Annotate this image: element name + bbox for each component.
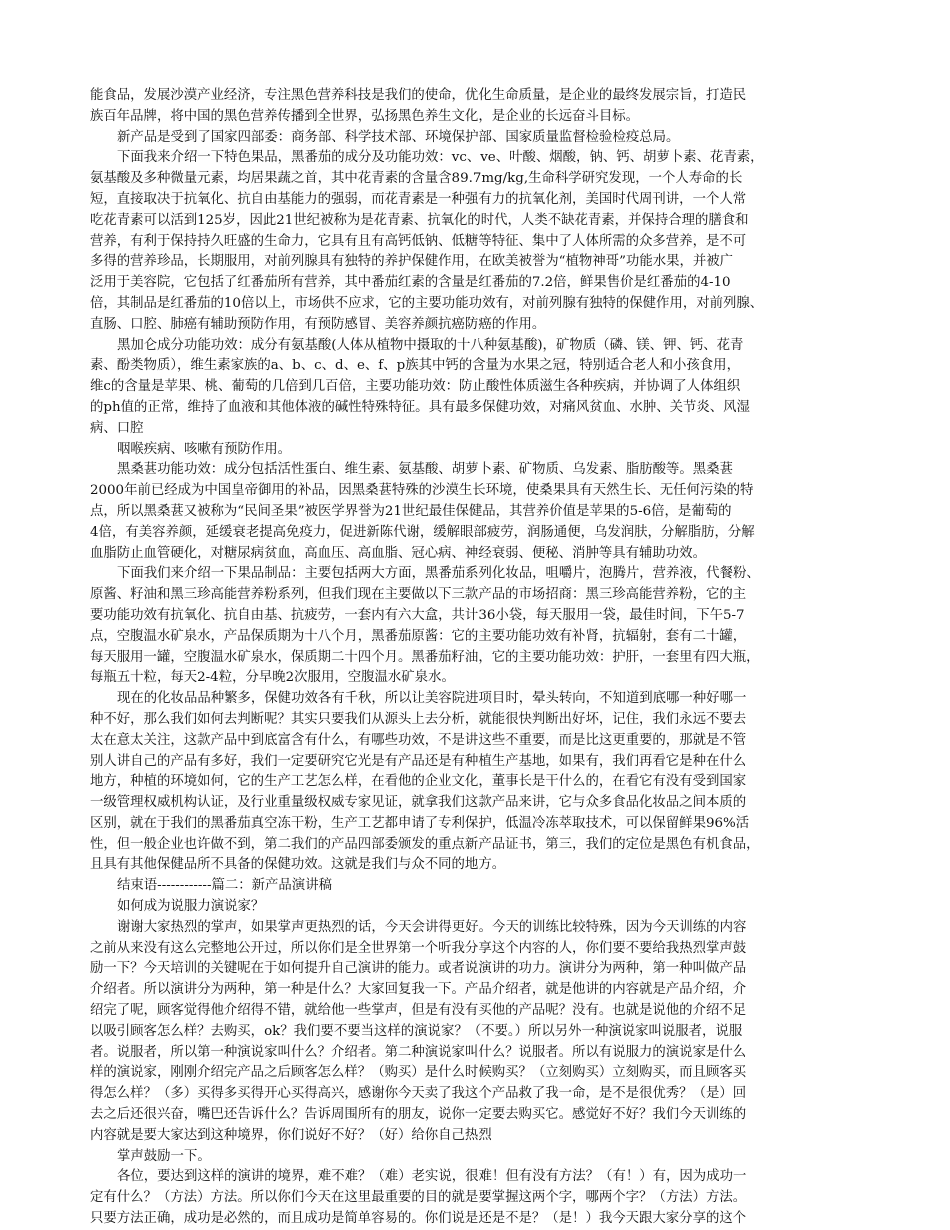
text-line: 每瓶五十粒，每天2-4粒，分早晚2次服用，空腹温水矿泉水。	[90, 670, 455, 686]
text-line: 性，但一般企业也许做不到，第二我们的产品四部委颁发的重点新产品证书，第三，我们的定位是黑色有机食品，	[90, 836, 760, 852]
text-line: 氨基酸及多种微量元素，均居果蔬之首，其中花青素的含量含89.7mg/kg,生命科学研究发现，一个人寿命的长	[90, 171, 743, 187]
text-line: 点，所以黑桑葚又被称为“民间圣果”被医学界誉为21世纪最佳保健品，其营养价值是苹果的5-6倍，是葡萄的	[90, 503, 732, 519]
text-line: 短，直接取决于抗氧化、抗自由基能力的强弱，而花青素是一种强有力的抗氧化剂，美国时代周刊讲，一个人常	[90, 191, 747, 207]
text-line: 结束语------------篇二：新产品演讲稿	[117, 878, 332, 894]
text-line: 定有什么？（方法）方法。所以你们今天在这里最重要的目的就是要掌握这两个字，哪两个字？（方法）方法。	[90, 1190, 747, 1206]
text-line: 能食品，发展沙漠产业经济，专注黑色营养科技是我们的使命，优化生命质量，是企业的最终发展宗旨，打造民	[90, 88, 747, 103]
text-line: 如何成为说服力演说家？	[117, 899, 265, 915]
text-line: 2000年前已经成为中国皇帝御用的补品，因黑桑葚特殊的沙漠生长环境，使桑果具有天然生长、无任何污染的特	[90, 483, 754, 499]
text-line: 样的演说家，刚刚介绍完产品之后顾客怎么样？（购买）是什么时候购买？（立刻购买）立刻购买，而且顾客买	[90, 1065, 747, 1081]
text-line: 励一下？今天培训的关键呢在于如何提升自己演讲的能力。或者说演讲的功力。演讲分为两种，第一种叫做产品	[90, 961, 747, 977]
text-line: 太在意太关注，这款产品中到底富含有什么，有哪些功效，不是讲这些不重要，而是比这更重要的，那就是不管	[90, 732, 747, 748]
text-line: 黑加仑成分功能功效：成分有氨基酸(人体从植物中摄取的十八种氨基酸)，矿物质（磷、镁、钾、钙、花青	[117, 337, 744, 353]
text-line: 且具有其他保健品所不具备的保健功效。这就是我们与众不同的地方。	[90, 857, 506, 873]
text-line: 4倍，有美容养颜，延缓衰老提高免疫力，促进新陈代谢，缓解眼部疲劳，润肠通便，乌发润肤，分解脂肪，分解	[90, 524, 755, 540]
text-line: 者。说服者，所以第一种演说家叫什么？介绍者。第二种演说家叫什么？说服者。所以有说服力的演说家是什么	[90, 1044, 747, 1060]
text-line: 族百年品牌，将中国的黑色营养传播到全世界，弘扬黑色养生文化，是企业的长远奋斗目标。	[90, 108, 640, 124]
text-line: 病、口腔	[90, 420, 144, 436]
text-line: 新产品是受到了国家四部委：商务部、科学技术部、环境保护部、国家质量监督检验检疫总局。	[117, 129, 680, 145]
text-line: 吃花青素可以活到125岁，因此21世纪被称为是花青素、抗氧化的时代，人类不缺花青素，并保持合理的膳食和	[90, 212, 749, 228]
document-body	[90, 86, 860, 1230]
text-line: 黑桑葚功能功效：成分包括活性蛋白、维生素、氨基酸、胡萝卜素、矿物质、乌发素、脂肪酸等。黑桑葚	[117, 462, 733, 478]
text-line: 的ph值的正常，维持了血液和其他体液的碱性特殊特征。具有最多保健功效，对痛风贫血、水肿、关节炎、风湿	[90, 399, 750, 415]
text-line: 谢谢大家热烈的掌声，如果掌声更热烈的话，今天会讲得更好。今天的训练比较特殊，因为今天训练的内容	[117, 919, 747, 935]
text-line: 内容就是要大家达到这种境界，你们说好不好？（好）给你自己热烈	[90, 1127, 492, 1143]
text-line: 下面我来介绍一下特色果品，黑番茄的成分及功能功效：vc、ve、叶酸、烟酸，钠、钙、胡萝卜素、花青素，	[117, 150, 764, 166]
text-line: 去之后还很兴奋，嘴巴还告诉什么？告诉周围所有的朋友，说你一定要去购买它。感觉好不好？我们今天训练的	[90, 1107, 747, 1123]
text-line: 要功能功效有抗氧化、抗自由基、抗疲劳，一套内有六大盒，共计36小袋，每天服用一袋，最佳时间，下午5-7	[90, 607, 745, 623]
text-line: 咽喉疾病、咳嗽有预防作用。	[117, 441, 292, 457]
text-line: 各位，要达到这样的演讲的境界，难不难？（难）老实说，很难！但有没有方法？（有！）有，因为成功一	[117, 1169, 747, 1185]
text-line: 得怎么样？（多）买得多买得开心买得高兴，感谢你今天卖了我这个产品救了我一命，是不是很优秀？（是）回	[90, 1086, 747, 1102]
text-line: 点，空腹温水矿泉水，产品保质期为十八个月，黑番茄原酱：它的主要功能功效有补肾，抗辐射，套有二十罐，	[90, 628, 747, 644]
text-line: 多得的营养珍品，长期服用，对前列腺具有独特的养护保健作用，在欧美被誉为“植物神哥”功能水果，并被广	[90, 254, 734, 270]
text-line: 以吸引顾客怎么样？去购买，ok？我们要不要当这样的演说家？（不要。）所以另外一种演说家叫说服者，说服	[90, 1023, 743, 1039]
text-line: 种不好，那么我们如何去判断呢？其实只要我们从源头上去分析，就能很快判断出好坏，记住，我们永远不要去	[90, 711, 747, 727]
text-line: 掌声鼓励一下。	[117, 1148, 211, 1164]
text-line: 泛用于美容院，它包括了红番茄所有营养，其中番茄红素的含量是红番茄的7.2倍，鲜果售价是红番茄的4-10	[90, 275, 731, 291]
text-line: 一级管理权威机构认证，及行业重量级权威专家见证，就拿我们这款产品来讲，它与众多食品化妆品之间本质的	[90, 795, 747, 811]
text-line: 直肠、口腔、肺癌有辅助预防作用，有预防感冒、美容养颜抗癌防癌的作用。	[90, 316, 546, 332]
text-line: 地方，种植的环境如何，它的生产工艺怎么样，在看他的企业文化，董事长是干什么的，在看它有没有受到国家	[90, 774, 747, 790]
text-line: 素、酚类物质），维生素家族的a、b、c、d、e、f、p族其中钙的含量为水果之冠，特别适合老人和小孩食用，	[90, 358, 740, 374]
text-line: 绍完了呢，顾客觉得他介绍得不错，就给他一些掌声，但是有没有买他的产品呢？没有。也就是说他的介绍不足	[90, 1003, 747, 1019]
text-line: 血脂防止血管硬化，对糖尿病贫血，高血压、高血脂、冠心病、神经衰弱、便秘、消肿等具有辅助功效。	[90, 545, 706, 561]
text-line: 区别，就在于我们的黑番茄真空冻干粉，生产工艺都申请了专利保护，低温冷冻萃取技术，可以保留鲜果96%活	[90, 815, 750, 831]
text-line: 介绍者。所以演讲分为两种，第一种是什么？大家回复我一下。产品介绍者，就是他讲的内容就是产品介绍，介	[90, 982, 747, 998]
text-line: 之前从来没有这么完整地公开过，所以你们是全世界第一个听我分享这个内容的人，你们要不要给我热烈掌声鼓	[90, 940, 747, 956]
text-line: 现在的化妆品品种繁多，保健功效各有千秋，所以让美容院进项目时，晕头转向，不知道到底哪一种好哪一	[117, 691, 747, 707]
text-line: 只要方法正确，成功是必然的，而且成功是简单容易的。你们说是还是不是？（是！）我今天跟大家分享的这个	[90, 1211, 747, 1227]
text-line: 每天服用一罐，空腹温水矿泉水，保质期二十四个月。黑番茄籽油，它的主要功能功效：护肝，一套里有四大瓶，	[90, 649, 760, 665]
text-line: 下面我们来介绍一下果品制品：主要包括两大方面，黑番茄系列化妆品，咀嚼片，泡腾片，营养液，代餐粉、	[117, 566, 760, 582]
text-line: 别人讲自己的产品有多好，我们一定要研究它光是有产品还是有种植生产基地，如果有，我们再看它是种在什么	[90, 753, 747, 769]
text-line: 倍，其制品是红番茄的10倍以上，市场供不应求，它的主要功能功效有，对前列腺有独特的保健作用，对前列腺、	[90, 295, 764, 311]
text-line: 维c的含量是苹果、桃、葡萄的几倍到几百倍，主要功能功效：防止酸性体质滋生各种疾病，并协调了人体组织	[90, 379, 741, 395]
text-line: 原酱、籽油和黑三珍高能营养粉系列，但我们现在主要做以下三款产品的市场招商：黑三珍高能营养粉，它的主	[90, 587, 747, 603]
text-line: 营养，有利于保持持久旺盛的生命力，它具有且有高钙低钠、低糖等特征、集中了人体所需的众多营养，是不可	[90, 233, 747, 249]
